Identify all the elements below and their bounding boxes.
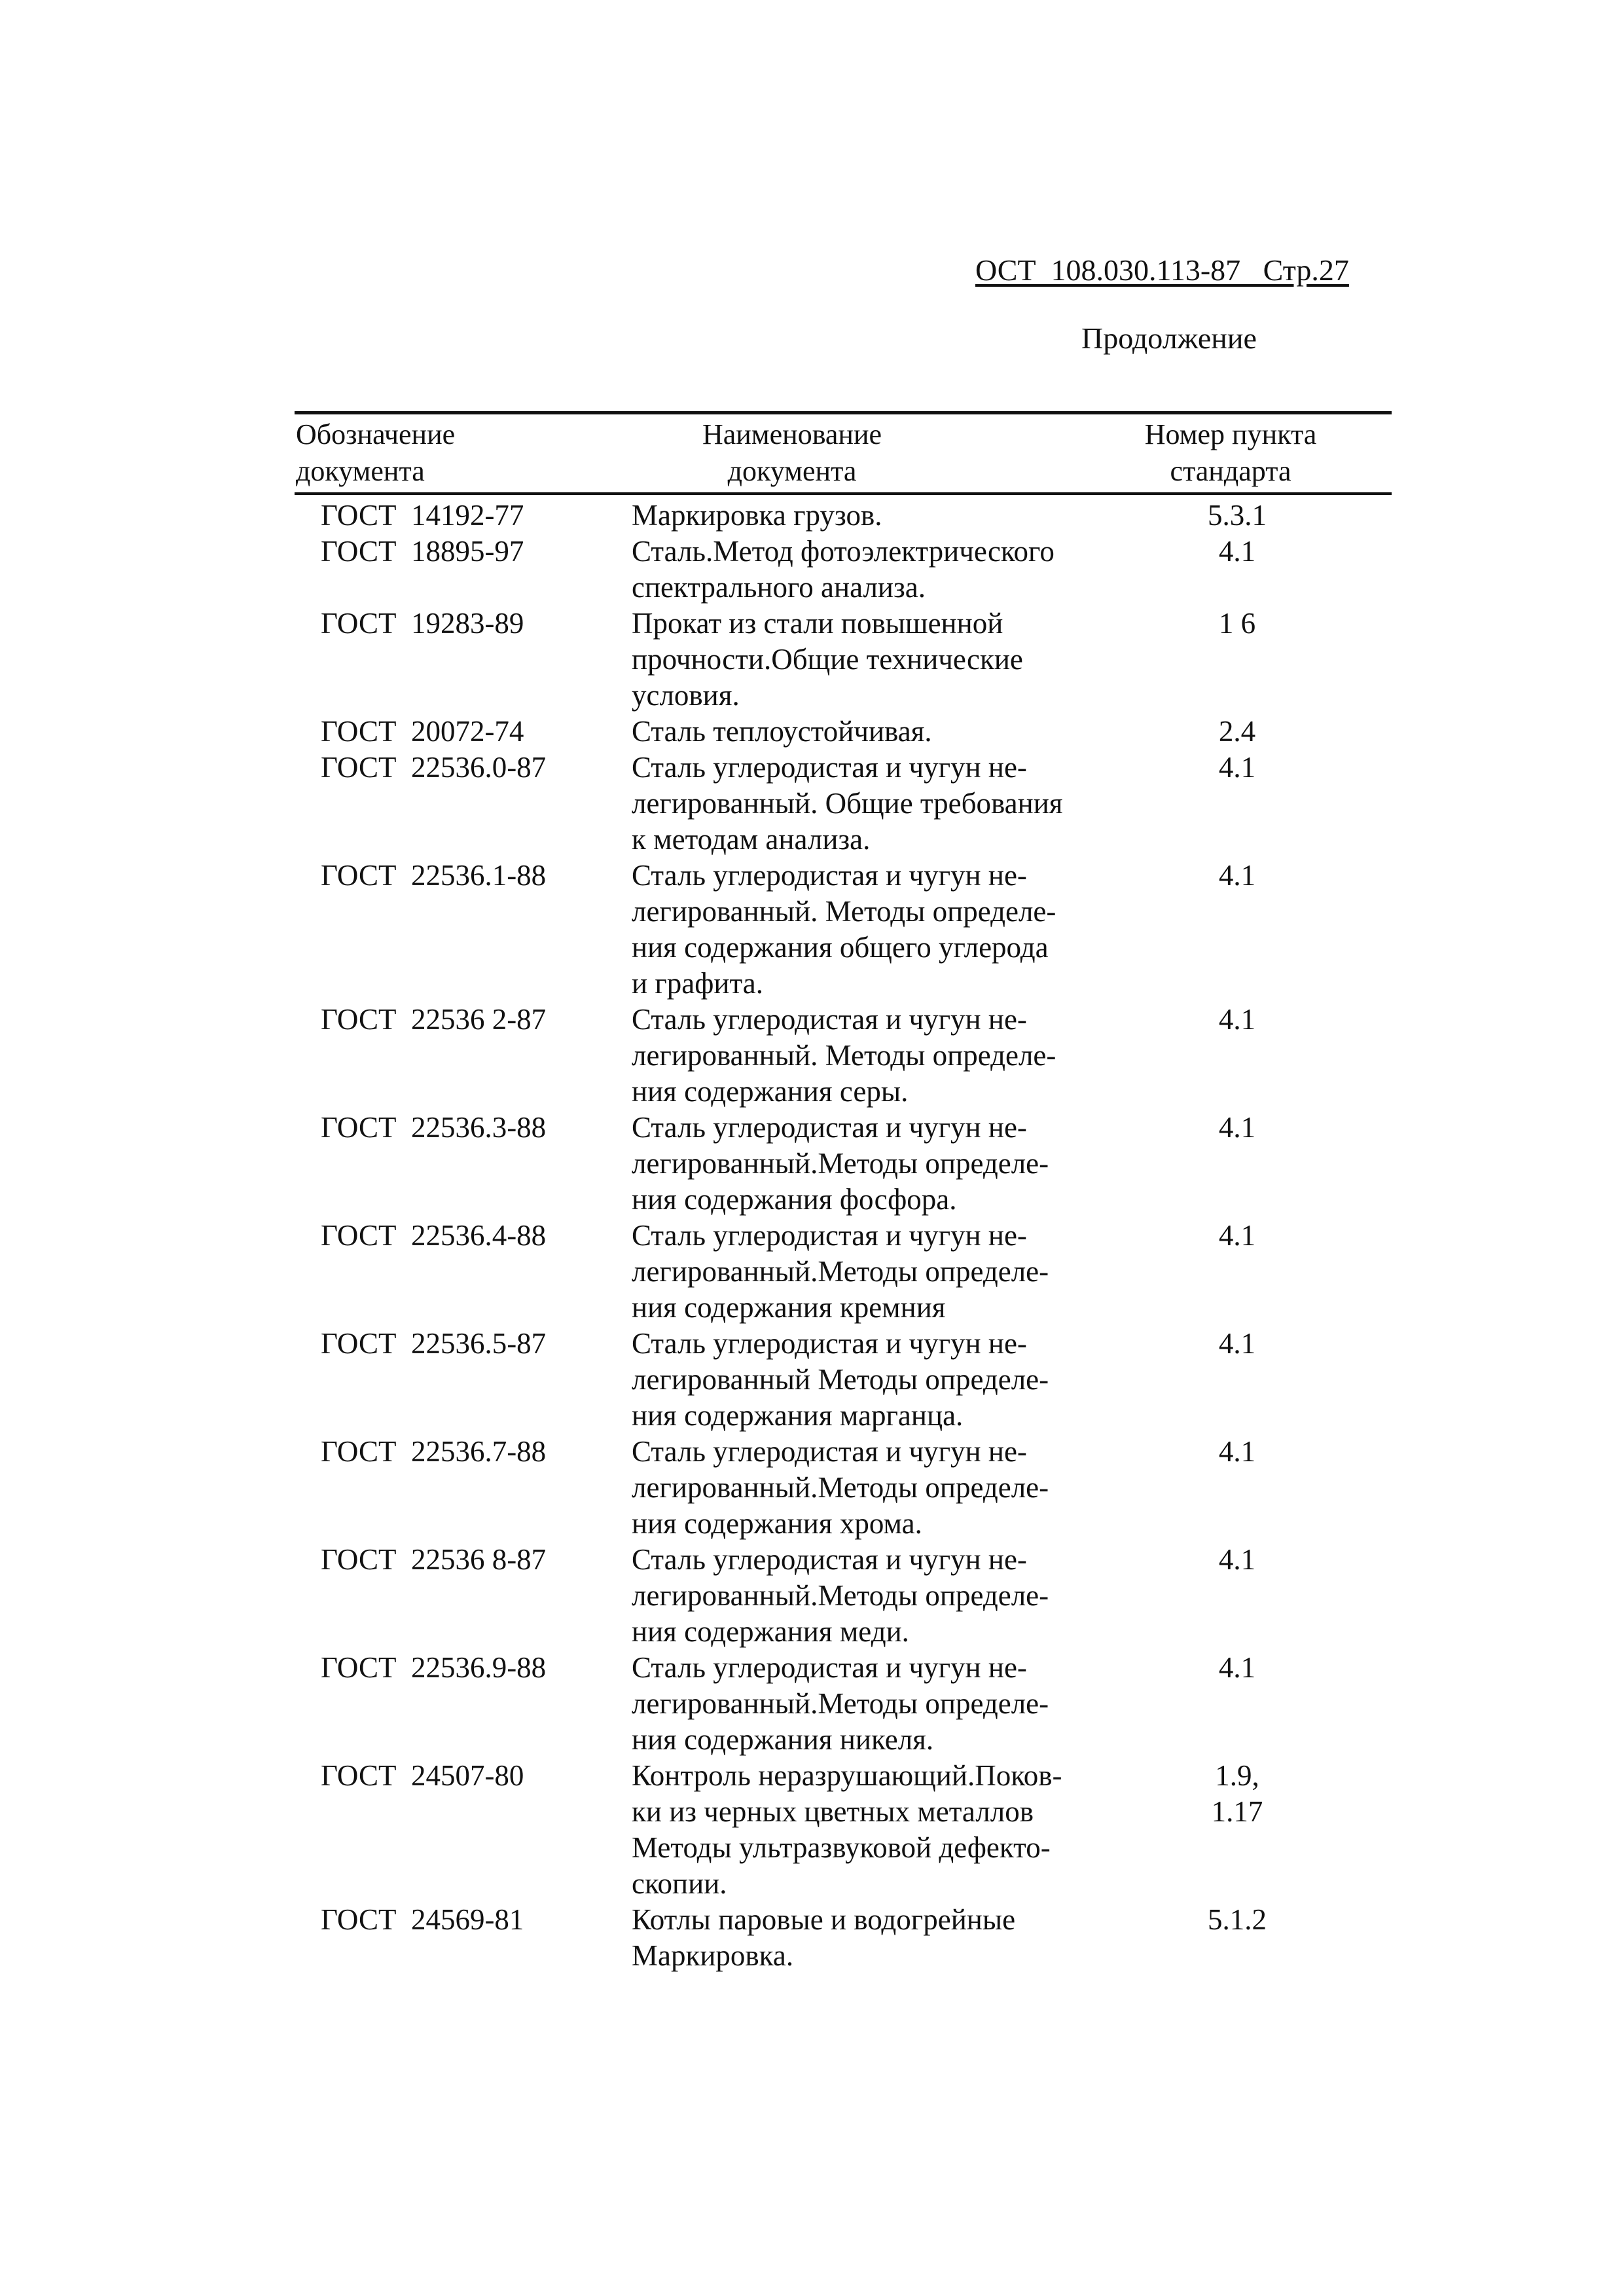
document-code: ГОСТ 19283-89 — [321, 607, 524, 640]
document-title-line: Сталь углеродистая и чугун не- — [632, 1327, 1027, 1360]
column-header-clause-line2: стандарта — [1170, 455, 1291, 487]
clause-number — [1152, 1758, 1322, 1830]
column-header-title — [655, 416, 929, 490]
clause-number — [1152, 1218, 1322, 1254]
document-title-line: ния содержания общего углерода — [632, 931, 1049, 964]
document-title-line: и графита. — [632, 967, 763, 1000]
document-title-line: Сталь углеродистая и чугун не- — [632, 1111, 1027, 1144]
document-title-line: к методам анализа. — [632, 823, 871, 856]
clause-number — [1152, 858, 1322, 894]
document-title-line: Контроль неразрушающий.Поков- — [632, 1759, 1062, 1792]
document-title — [632, 858, 1129, 1002]
clause-number-line: 4.1 — [1218, 1543, 1256, 1576]
table-row — [0, 498, 1624, 534]
document-code: ГОСТ 22536.4-88 — [321, 1219, 547, 1252]
document-title-line: Сталь углеродистая и чугун не- — [632, 751, 1027, 784]
document-title-line: Сталь углеродистая и чугун не- — [632, 859, 1027, 892]
clause-number-line: 4.1 — [1218, 1003, 1256, 1036]
document-code: ГОСТ 22536.0-87 — [321, 751, 547, 784]
document-title-line: Прокат из стали повышенной — [632, 607, 1003, 640]
column-header-title-line1: Наименование — [702, 418, 882, 450]
document-title-line: ния содержания серы. — [632, 1075, 909, 1108]
document-title-line: ния содержания кремния — [632, 1291, 946, 1324]
document-title-line: ния содержания фосфора. — [632, 1183, 957, 1216]
column-header-designation — [296, 416, 455, 490]
document-title-line: легированный.Методы определе- — [632, 1579, 1049, 1612]
clause-number — [1152, 750, 1322, 786]
clause-number — [1152, 714, 1322, 750]
table-row — [0, 1002, 1624, 1110]
document-title — [632, 606, 1129, 714]
document-title-line: спектрального анализа. — [632, 571, 926, 604]
clause-number-line: 4.1 — [1218, 1327, 1256, 1360]
document-title-line: ния содержания меди. — [632, 1615, 909, 1648]
document-title-line: Сталь углеродистая и чугун не- — [632, 1651, 1027, 1684]
table-row — [0, 1218, 1624, 1326]
document-code: ГОСТ 22536.3-88 — [321, 1111, 547, 1144]
document-reference: ОСТ 108.030.113-87 Стр.27 — [975, 253, 1349, 287]
document-title-line: ния содержания хрома. — [632, 1507, 922, 1540]
table-row — [0, 1110, 1624, 1218]
document-title — [632, 1110, 1129, 1218]
document-title-line: ния содержания марганца. — [632, 1399, 964, 1432]
clause-number-line: 1 6 — [1218, 607, 1256, 640]
clause-number — [1152, 606, 1322, 642]
document-title-line: Котлы паровые и водогрейные — [632, 1903, 1016, 1936]
table-row — [0, 1902, 1624, 1974]
document-title-line: легированный.Методы определе- — [632, 1687, 1049, 1720]
clause-number-line: 4.1 — [1218, 535, 1256, 568]
document-title-line: легированный Методы определе- — [632, 1363, 1049, 1396]
clause-number — [1152, 1542, 1322, 1578]
clause-number — [1152, 534, 1322, 570]
document-title-line: Сталь.Метод фотоэлектрического — [632, 535, 1055, 568]
table-row — [0, 1434, 1624, 1542]
clause-number-line: 4.1 — [1218, 1435, 1256, 1468]
clause-number — [1152, 1326, 1322, 1362]
table-row — [0, 750, 1624, 858]
table-row — [0, 714, 1624, 750]
column-header-clause — [1113, 416, 1348, 490]
document-code: ГОСТ 22536.9-88 — [321, 1651, 547, 1684]
clause-number-line: 4.1 — [1218, 1111, 1256, 1144]
clause-number — [1152, 1434, 1322, 1470]
document-title — [632, 498, 1129, 534]
table-row — [0, 1758, 1624, 1902]
column-header-title-line2: документа — [727, 455, 857, 487]
document-title — [632, 534, 1129, 606]
document-code: ГОСТ 22536 2-87 — [321, 1003, 547, 1036]
document-title — [632, 1758, 1129, 1902]
document-title-line: Сталь углеродистая и чугун не- — [632, 1003, 1027, 1036]
document-title — [632, 714, 1129, 750]
document-title-line: легированный. Методы определе- — [632, 1039, 1056, 1072]
document-title — [632, 1542, 1129, 1650]
table-row — [0, 1542, 1624, 1650]
document-title-line: Сталь углеродистая и чугун не- — [632, 1219, 1027, 1252]
document-title-line: легированный.Методы определе- — [632, 1255, 1049, 1288]
column-header-clause-line1: Номер пункта — [1144, 418, 1317, 450]
document-code: ГОСТ 22536 8-87 — [321, 1543, 547, 1576]
document-title-line: Сталь углеродистая и чугун не- — [632, 1543, 1027, 1576]
document-title — [632, 1902, 1129, 1974]
document-title — [632, 1434, 1129, 1542]
clause-number — [1152, 1110, 1322, 1146]
document-title — [632, 1650, 1129, 1758]
clause-number-line: 2.4 — [1218, 715, 1256, 748]
document-title-line: легированный. Методы определе- — [632, 895, 1056, 928]
clause-number — [1152, 1002, 1322, 1038]
document-title — [632, 1218, 1129, 1326]
table-top-rule — [295, 411, 1392, 414]
document-title-line: легированный.Методы определе- — [632, 1471, 1049, 1504]
table-header-rule — [295, 492, 1392, 495]
column-header-designation-line2: документа — [296, 455, 425, 487]
document-title-line: прочности.Общие технические — [632, 643, 1023, 676]
table-row — [0, 534, 1624, 606]
document-title-line: ния содержания никеля. — [632, 1723, 934, 1756]
clause-number-line: 4.1 — [1218, 1651, 1256, 1684]
clause-number-line: 5.1.2 — [1208, 1903, 1267, 1936]
clause-number-line: 1.17 — [1211, 1795, 1263, 1828]
document-code: ГОСТ 18895-97 — [321, 535, 524, 568]
clause-number-line: 4.1 — [1218, 751, 1256, 784]
document-code: ГОСТ 24569-81 — [321, 1903, 524, 1936]
continuation-label: Продолжение — [1081, 321, 1257, 355]
document-code: ГОСТ 20072-74 — [321, 715, 524, 748]
clause-number — [1152, 1650, 1322, 1686]
document-code: ГОСТ 22536.7-88 — [321, 1435, 547, 1468]
document-code: ГОСТ 14192-77 — [321, 499, 524, 532]
document-code: ГОСТ 22536.1-88 — [321, 859, 547, 892]
clause-number — [1152, 498, 1322, 534]
document-title-line: скопии. — [632, 1867, 727, 1900]
document-title — [632, 1002, 1129, 1110]
document-title — [632, 1326, 1129, 1434]
document-code: ГОСТ 22536.5-87 — [321, 1327, 547, 1360]
document-title-line: легированный. Общие требования — [632, 787, 1063, 820]
clause-number-line: 4.1 — [1218, 859, 1256, 892]
table-row — [0, 606, 1624, 714]
clause-number — [1152, 1902, 1322, 1938]
document-title — [632, 750, 1129, 858]
document-title-line: Сталь углеродистая и чугун не- — [632, 1435, 1027, 1468]
document-title-line: ки из черных цветных металлов — [632, 1795, 1034, 1828]
document-title-line: Маркировка грузов. — [632, 499, 882, 532]
document-title-line: легированный.Методы определе- — [632, 1147, 1049, 1180]
clause-number-line: 4.1 — [1218, 1219, 1256, 1252]
table-row — [0, 1650, 1624, 1758]
table-row — [0, 1326, 1624, 1434]
document-title-line: Сталь теплоустойчивая. — [632, 715, 932, 748]
clause-number-line: 5.3.1 — [1208, 499, 1267, 532]
document-code: ГОСТ 24507-80 — [321, 1759, 524, 1792]
document-title-line: Маркировка. — [632, 1939, 794, 1972]
clause-number-line: 1.9, — [1215, 1759, 1259, 1792]
column-header-designation-line1: Обозначение — [296, 418, 456, 450]
table-body — [0, 498, 1624, 1974]
document-title-line: Методы ультразвуковой дефекто- — [632, 1831, 1051, 1864]
document-title-line: условия. — [632, 679, 740, 712]
table-row — [0, 858, 1624, 1002]
